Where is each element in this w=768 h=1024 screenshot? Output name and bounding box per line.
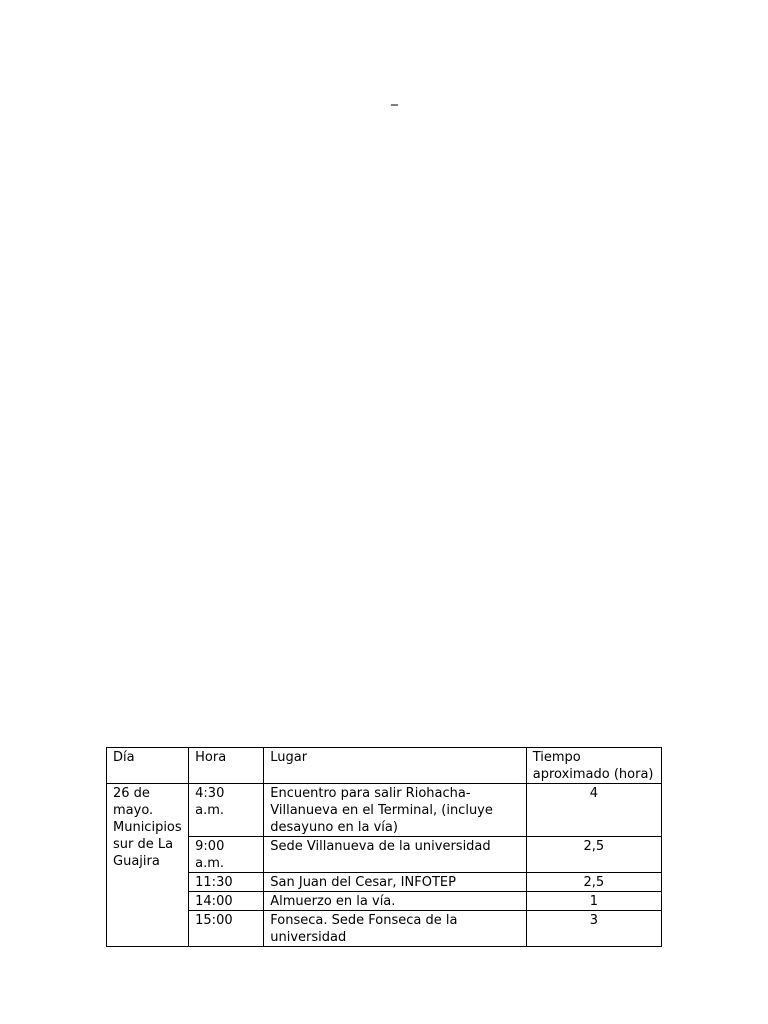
- header-lugar: Lugar: [264, 748, 526, 784]
- table-row: [107, 784, 662, 837]
- hora-cell: 14:00: [189, 892, 264, 911]
- header-tiempo: Tiempo aproximado (hora): [526, 748, 661, 784]
- day-cell: 26 de mayo. Municipios sur de La Guajira: [107, 784, 189, 947]
- hora-cell: 4:30 a.m.: [189, 784, 264, 837]
- tiempo-cell: 1: [526, 892, 661, 911]
- hora-cell: 11:30: [189, 873, 264, 892]
- lugar-cell: Almuerzo en la vía.: [264, 892, 526, 911]
- lugar-cell: San Juan del Cesar, INFOTEP: [264, 873, 526, 892]
- lugar-cell: Fonseca. Sede Fonseca de la universidad: [264, 911, 526, 947]
- lugar-cell: Encuentro para salir Riohacha-Villanueva en el Terminal, (incluye desayuno en la vía): [264, 784, 526, 837]
- table-row: [107, 873, 662, 892]
- header-dia: Día: [107, 748, 189, 784]
- header-hora: Hora: [189, 748, 264, 784]
- schedule-table: [106, 747, 662, 947]
- lugar-cell: Sede Villanueva de la universidad: [264, 837, 526, 873]
- tiempo-cell: 2,5: [526, 837, 661, 873]
- page-mark: _: [391, 90, 398, 106]
- table-row: [107, 911, 662, 947]
- table-row: [107, 892, 662, 911]
- tiempo-cell: 4: [526, 784, 661, 837]
- table-row: [107, 837, 662, 873]
- hora-cell: 9:00 a.m.: [189, 837, 264, 873]
- tiempo-cell: 3: [526, 911, 661, 947]
- table-header-row: [107, 748, 662, 784]
- tiempo-cell: 2,5: [526, 873, 661, 892]
- hora-cell: 15:00: [189, 911, 264, 947]
